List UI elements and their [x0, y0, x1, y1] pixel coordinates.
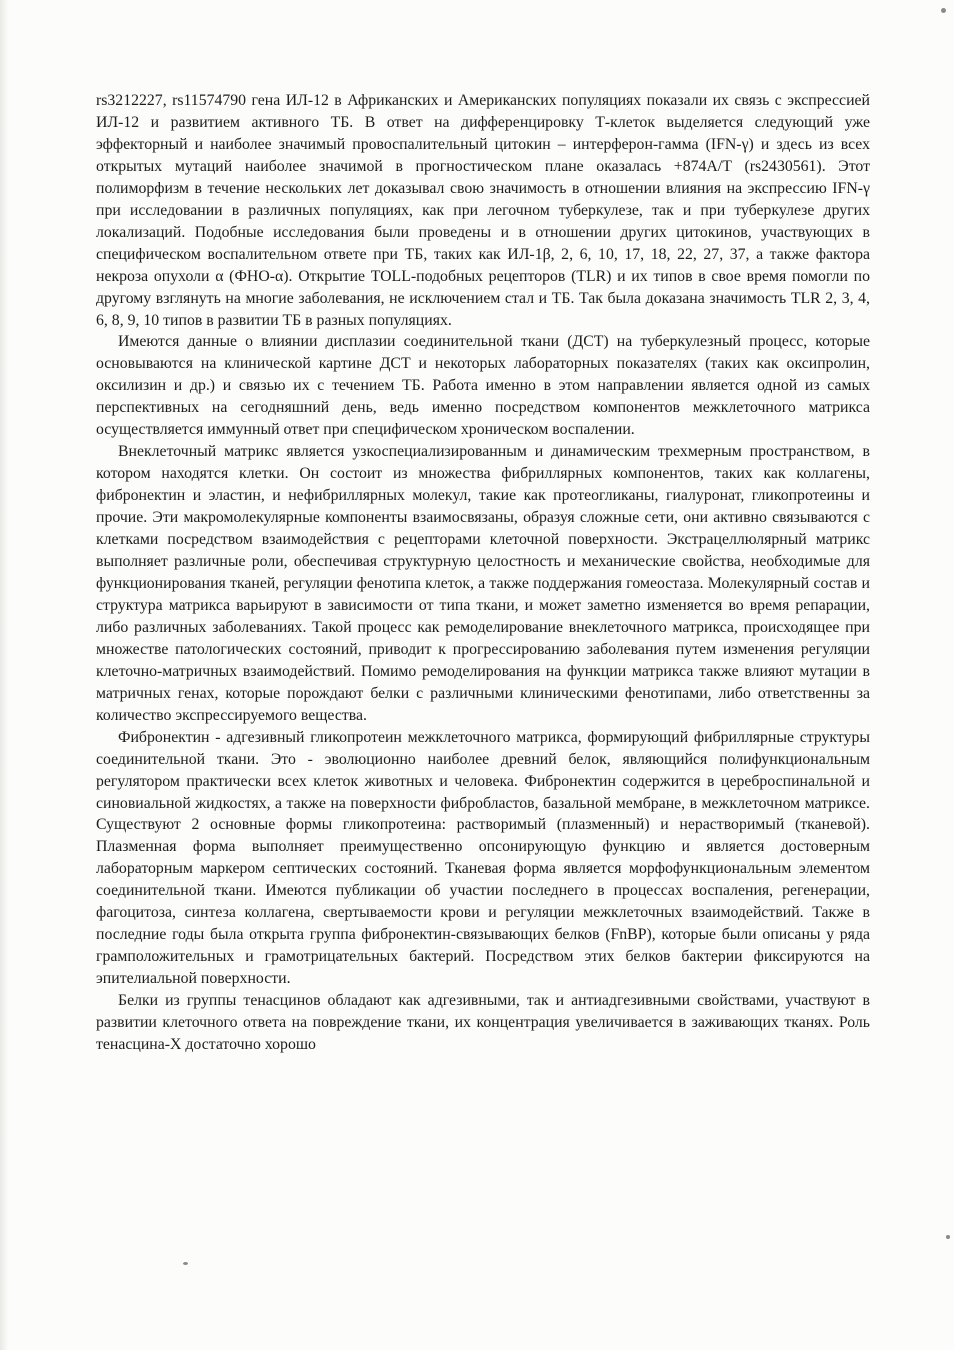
- paragraph-extracellular-matrix: Внеклеточный матрикс является узкоспециализированным и динамическим трехмерным пространством, в котором находятся клетки. Он состоит из множества фибриллярных компонентов, таких как коллагены, фибронектин и эластин, и нефибриллярных молекул, такие как протеогликаны, гиалуронат, гликопротеины и прочие. Эти макромолекулярные компоненты взаимосвязаны, образуя сложные сети, они активно связываются с клетками посредством взаимодействия с рецепторами клеточной поверхности. Экстрацеллюлярный матрикс выполняет различные роли, обеспечивая структурную целостность и механические свойства, необходимые для функционирования тканей, регуляции фенотипа клеток, а также поддержания гомеостаза. Молекулярный состав и структура матрикса варьируют в зависимости от типа ткани, и может заметно изменяется во время репарации, либо различных заболеваниях. Такой процесс как ремоделирование внеклеточного матрикса, происходящее при множестве патологических состояний, приводит к прогрессированию заболевания путем изменения регуляции клеточно-матричных взаимодействий. Помимо ремоделирования на функции матрикса также влияют мутации в матричных генах, которые порождают белки с различными клиническими фенотипами, либо ответственны за количество экспрессируемого вещества.: [96, 443, 870, 724]
- scan-speck: [941, 8, 946, 13]
- document-body: [96, 90, 870, 1056]
- scan-speck: [946, 1235, 950, 1239]
- page-edge-shadow: [0, 0, 8, 1350]
- paragraph-fibronectin: Фибронектин - адгезивный гликопротеин межклеточного матрикса, формирующий фибриллярные структуры соединительной ткани. Это - эволюционно наиболее древний белок, являющийся полифункциональным регулятором практически всех клеток животных и человека. Фибронектин содержится в цереброспинальной и синовиальной жидкостях, а также на поверхности фибробластов, базальной мембране, в межклеточном матриксе. Существуют 2 основные формы гликопротеина: растворимый (плазменный) и нерастворимый (тканевой). Плазменная форма выполняет преимущественно опсонирующую функцию и является достоверным лабораторным маркером септических состояний. Тканевая форма является морфофункциональным элементом соединительной ткани. Имеются публикации об участии последнего в процессах воспаления, регенерации, фагоцитоза, синтеза коллагена, свертываемости крови и регуляции межклеточных взаимодействий. Также в последние годы была открыта группа фибронектин-связывающих белков (FnBP), которые были описаны у ряда грамположительных и грамотрицательных бактерий. Посредством этих белков бактерии фиксируются на эпителиальной поверхности.: [96, 728, 870, 988]
- scan-speck: [183, 1262, 188, 1265]
- paragraph-tenascins: Белки из группы тенасцинов обладают как адгезивными, так и антиадгезивными свойствами, участвуют в развитии клеточного ответа на повреждение ткани, их концентрация увеличивается в заживающих тканях. Роль тенасцина-Х достаточно хорошо: [96, 992, 870, 1053]
- paragraph-cytokines: rs3212227, rs11574790 гена ИЛ-12 в Африканских и Американских популяциях показали их связь с экспрессией ИЛ-12 и развитием активного ТБ. В ответ на дифференцировку Т-клеток выделяется следующий уже эффекторный и наиболее значимый провоспалительный цитокин – интерферон-гамма (IFN-γ) и здесь из всех открытых мутаций наиболее значимой в прогностическом плане оказалась +874А/Т (rs2430561). Этот полиморфизм в течение нескольких лет доказывал свою значимость в отношении влияния на экспрессию IFN-γ при исследовании в различных популяциях, как при легочном туберкулезе, так и при туберкулезе других локализаций. Подобные исследования были проведены и в отношении других цитокинов, участвующих в специфическом воспалительном ответе при ТБ, таких как ИЛ-1β, 2, 6, 10, 17, 18, 22, 27, 37, а также фактора некроза опухоли α (ФНО-α). Открытие TOLL-подобных рецепторов (TLR) и их типов в свое время помогли по другому взглянуть на многие заболевания, не исключением стал и ТБ. Так была доказана значимость TLR 2, 3, 4, 6, 8, 9, 10 типов в развитии ТБ в разных популяциях.: [96, 92, 870, 329]
- paragraph-connective-tissue-dysplasia: Имеются данные о влиянии дисплазии соединительной ткани (ДСТ) на туберкулезный процесс, которые основываются на клинической картине ДСТ и некоторых лабораторных показателях (таких как оксипролин, оксилизин и др.) и связью их с течением ТБ. Работа именно в этом направлении является одной из самых перспективных на сегодняшний день, ведь именно посредством компонентов межклеточного матрикса осуществляется иммунный ответ при специфическом хроническом воспалении.: [96, 333, 870, 439]
